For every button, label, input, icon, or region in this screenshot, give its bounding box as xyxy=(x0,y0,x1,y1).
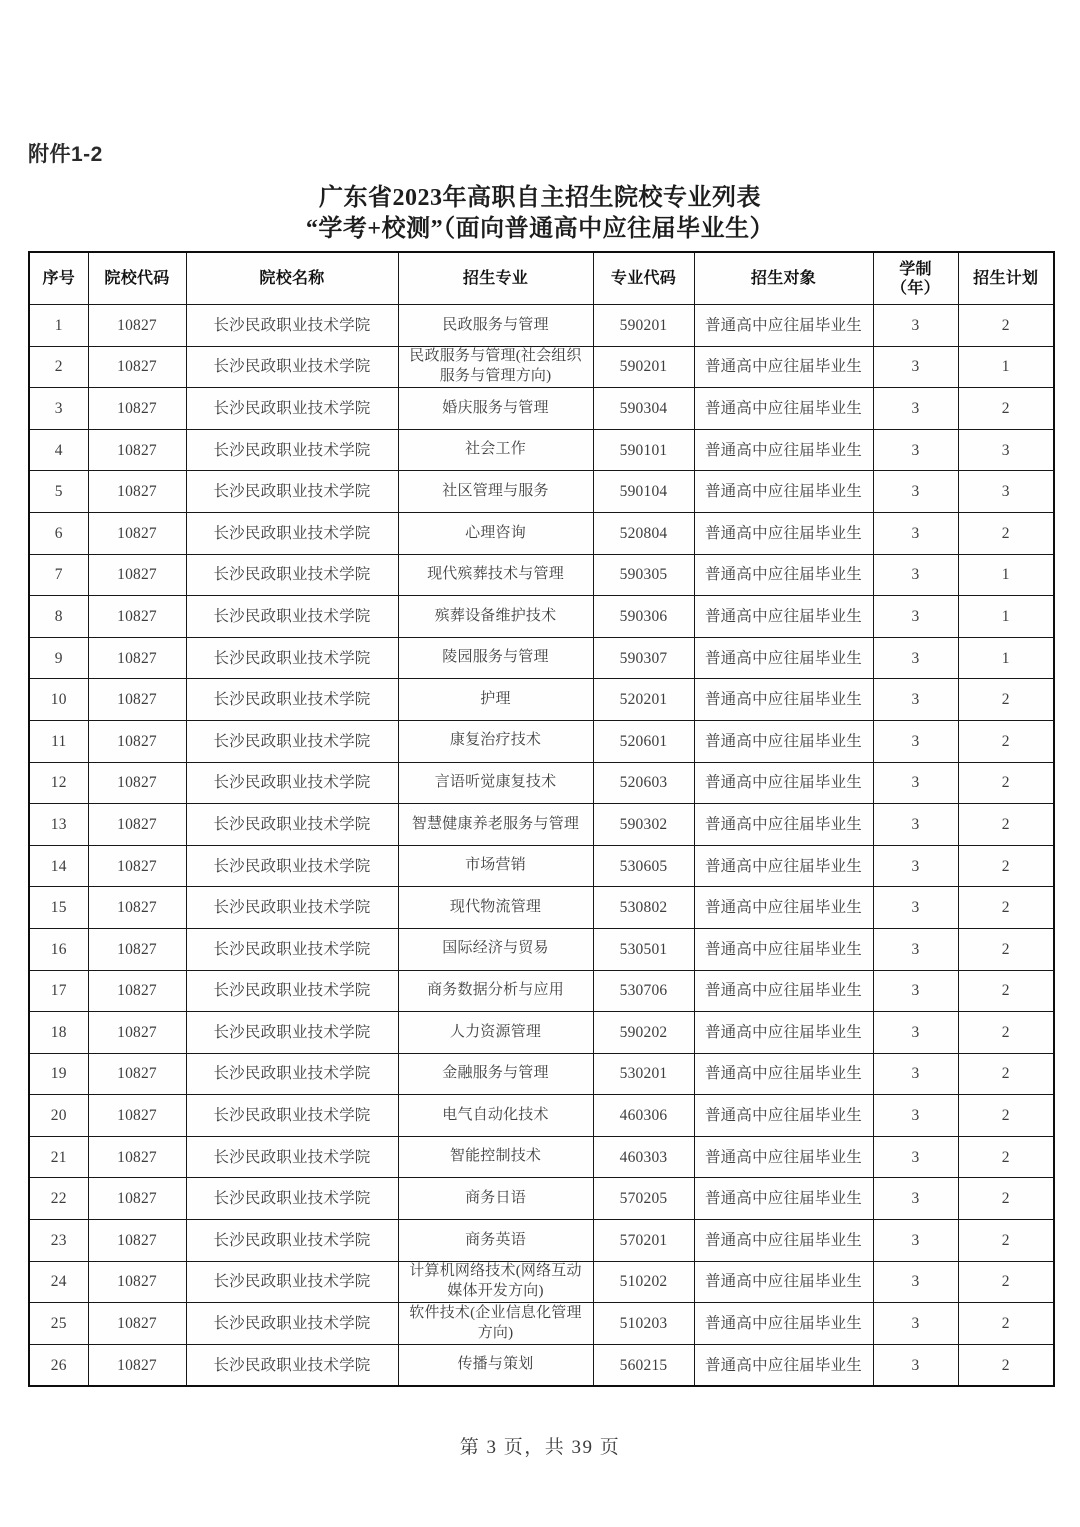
cell-target: 普通高中应往届毕业生 xyxy=(694,887,873,929)
cell-target: 普通高中应往届毕业生 xyxy=(694,1136,873,1178)
cell-plan: 2 xyxy=(958,679,1054,721)
cell-major: 商务英语 xyxy=(398,1220,593,1262)
cell-plan: 2 xyxy=(958,720,1054,762)
cell-years: 3 xyxy=(873,1136,958,1178)
cell-major: 社会工作 xyxy=(398,429,593,471)
cell-school-code: 10827 xyxy=(88,970,186,1012)
cell-no: 5 xyxy=(29,471,88,513)
column-header-target: 招生对象 xyxy=(694,252,873,305)
table-row xyxy=(29,1303,1054,1345)
cell-major-code: 590201 xyxy=(593,346,694,388)
cell-years: 3 xyxy=(873,429,958,471)
cell-school-name: 长沙民政职业技术学院 xyxy=(186,1303,398,1345)
cell-plan: 3 xyxy=(958,429,1054,471)
cell-plan: 2 xyxy=(958,804,1054,846)
cell-school-code: 10827 xyxy=(88,1053,186,1095)
table-row xyxy=(29,1220,1054,1262)
cell-school-code: 10827 xyxy=(88,346,186,388)
cell-years: 3 xyxy=(873,388,958,430)
table-row xyxy=(29,804,1054,846)
cell-school-name: 长沙民政职业技术学院 xyxy=(186,1095,398,1137)
cell-no: 21 xyxy=(29,1136,88,1178)
cell-major-code: 530201 xyxy=(593,1053,694,1095)
cell-plan: 2 xyxy=(958,1220,1054,1262)
cell-major-code: 570201 xyxy=(593,1220,694,1262)
cell-school-name: 长沙民政职业技术学院 xyxy=(186,679,398,721)
table-row xyxy=(29,1344,1054,1386)
cell-years: 3 xyxy=(873,596,958,638)
cell-school-name: 长沙民政职业技术学院 xyxy=(186,887,398,929)
cell-school-code: 10827 xyxy=(88,1220,186,1262)
cell-major: 市场营销 xyxy=(398,845,593,887)
cell-school-code: 10827 xyxy=(88,471,186,513)
table-header xyxy=(29,252,1054,305)
cell-years: 3 xyxy=(873,305,958,347)
cell-target: 普通高中应往届毕业生 xyxy=(694,346,873,388)
cell-no: 24 xyxy=(29,1261,88,1303)
cell-school-code: 10827 xyxy=(88,928,186,970)
cell-school-name: 长沙民政职业技术学院 xyxy=(186,928,398,970)
cell-plan: 2 xyxy=(958,1178,1054,1220)
table-row xyxy=(29,720,1054,762)
cell-plan: 2 xyxy=(958,762,1054,804)
cell-major: 陵园服务与管理 xyxy=(398,637,593,679)
table-row xyxy=(29,679,1054,721)
cell-major: 言语听觉康复技术 xyxy=(398,762,593,804)
cell-target: 普通高中应往届毕业生 xyxy=(694,1012,873,1054)
title-line-primary: 广东省2023年高职自主招生院校专业列表 xyxy=(319,185,761,211)
cell-major-code: 520603 xyxy=(593,762,694,804)
cell-major-code: 530501 xyxy=(593,928,694,970)
cell-no: 20 xyxy=(29,1095,88,1137)
cell-plan: 2 xyxy=(958,928,1054,970)
cell-major-code: 520201 xyxy=(593,679,694,721)
cell-school-code: 10827 xyxy=(88,1303,186,1345)
cell-years: 3 xyxy=(873,512,958,554)
cell-school-name: 长沙民政职业技术学院 xyxy=(186,429,398,471)
column-header-school-name: 院校名称 xyxy=(186,252,398,305)
document-title xyxy=(0,183,1080,245)
cell-years: 3 xyxy=(873,970,958,1012)
cell-target: 普通高中应往届毕业生 xyxy=(694,471,873,513)
cell-target: 普通高中应往届毕业生 xyxy=(694,637,873,679)
cell-major-code: 590304 xyxy=(593,388,694,430)
cell-years: 3 xyxy=(873,845,958,887)
cell-plan: 2 xyxy=(958,388,1054,430)
cell-no: 13 xyxy=(29,804,88,846)
cell-plan: 2 xyxy=(958,845,1054,887)
table-row xyxy=(29,762,1054,804)
title-line-secondary: “学考+校测”（面向普通高中应往届毕业生） xyxy=(305,216,775,242)
cell-major: 殡葬设备维护技术 xyxy=(398,596,593,638)
column-header-years xyxy=(873,252,958,305)
cell-years: 3 xyxy=(873,1344,958,1386)
cell-major-code: 530605 xyxy=(593,845,694,887)
cell-major: 智能控制技术 xyxy=(398,1136,593,1178)
cell-years: 3 xyxy=(873,1095,958,1137)
cell-plan: 2 xyxy=(958,1344,1054,1386)
cell-target: 普通高中应往届毕业生 xyxy=(694,1261,873,1303)
cell-major-code: 510203 xyxy=(593,1303,694,1345)
cell-school-code: 10827 xyxy=(88,720,186,762)
table-row xyxy=(29,554,1054,596)
cell-plan: 2 xyxy=(958,1261,1054,1303)
column-header-major: 招生专业 xyxy=(398,252,593,305)
cell-school-name: 长沙民政职业技术学院 xyxy=(186,596,398,638)
cell-plan: 2 xyxy=(958,512,1054,554)
cell-target: 普通高中应往届毕业生 xyxy=(694,1178,873,1220)
cell-years: 3 xyxy=(873,554,958,596)
cell-target: 普通高中应往届毕业生 xyxy=(694,1095,873,1137)
cell-no: 9 xyxy=(29,637,88,679)
cell-school-name: 长沙民政职业技术学院 xyxy=(186,346,398,388)
cell-plan: 1 xyxy=(958,346,1054,388)
cell-school-code: 10827 xyxy=(88,596,186,638)
cell-no: 22 xyxy=(29,1178,88,1220)
cell-major: 商务数据分析与应用 xyxy=(398,970,593,1012)
cell-school-name: 长沙民政职业技术学院 xyxy=(186,1344,398,1386)
cell-plan: 1 xyxy=(958,554,1054,596)
cell-plan: 2 xyxy=(958,305,1054,347)
cell-major: 社区管理与服务 xyxy=(398,471,593,513)
cell-major: 国际经济与贸易 xyxy=(398,928,593,970)
cell-target: 普通高中应往届毕业生 xyxy=(694,388,873,430)
cell-school-code: 10827 xyxy=(88,1136,186,1178)
cell-school-name: 长沙民政职业技术学院 xyxy=(186,388,398,430)
cell-school-code: 10827 xyxy=(88,1344,186,1386)
cell-no: 23 xyxy=(29,1220,88,1262)
cell-plan: 2 xyxy=(958,1303,1054,1345)
cell-major: 护理 xyxy=(398,679,593,721)
cell-years: 3 xyxy=(873,1053,958,1095)
table-row xyxy=(29,1012,1054,1054)
table-row xyxy=(29,1095,1054,1137)
table-row xyxy=(29,305,1054,347)
cell-school-name: 长沙民政职业技术学院 xyxy=(186,762,398,804)
table-row xyxy=(29,388,1054,430)
cell-no: 10 xyxy=(29,679,88,721)
cell-years: 3 xyxy=(873,720,958,762)
cell-major-code: 590302 xyxy=(593,804,694,846)
cell-target: 普通高中应往届毕业生 xyxy=(694,1220,873,1262)
cell-years: 3 xyxy=(873,1261,958,1303)
cell-years: 3 xyxy=(873,637,958,679)
cell-no: 19 xyxy=(29,1053,88,1095)
cell-no: 18 xyxy=(29,1012,88,1054)
cell-school-code: 10827 xyxy=(88,1261,186,1303)
table-row xyxy=(29,512,1054,554)
cell-major: 婚庆服务与管理 xyxy=(398,388,593,430)
cell-school-name: 长沙民政职业技术学院 xyxy=(186,471,398,513)
table-row xyxy=(29,887,1054,929)
cell-years: 3 xyxy=(873,1220,958,1262)
cell-major: 心理咨询 xyxy=(398,512,593,554)
cell-target: 普通高中应往届毕业生 xyxy=(694,762,873,804)
cell-plan: 1 xyxy=(958,596,1054,638)
cell-school-code: 10827 xyxy=(88,1095,186,1137)
cell-no: 8 xyxy=(29,596,88,638)
cell-major-code: 590101 xyxy=(593,429,694,471)
table-row xyxy=(29,1178,1054,1220)
cell-plan: 2 xyxy=(958,970,1054,1012)
cell-major: 现代物流管理 xyxy=(398,887,593,929)
cell-major: 康复治疗技术 xyxy=(398,720,593,762)
cell-major-code: 590305 xyxy=(593,554,694,596)
cell-major-code: 530706 xyxy=(593,970,694,1012)
table-row xyxy=(29,1261,1054,1303)
cell-major: 计算机网络技术(网络互动媒体开发方向) xyxy=(398,1261,593,1303)
cell-no: 2 xyxy=(29,346,88,388)
cell-major: 传播与策划 xyxy=(398,1344,593,1386)
cell-school-code: 10827 xyxy=(88,762,186,804)
cell-years: 3 xyxy=(873,1178,958,1220)
cell-school-name: 长沙民政职业技术学院 xyxy=(186,1220,398,1262)
cell-school-name: 长沙民政职业技术学院 xyxy=(186,1053,398,1095)
cell-plan: 2 xyxy=(958,1012,1054,1054)
column-header-years-line1: 学制 xyxy=(899,260,932,278)
cell-target: 普通高中应往届毕业生 xyxy=(694,720,873,762)
cell-no: 26 xyxy=(29,1344,88,1386)
column-header-no: 序号 xyxy=(29,252,88,305)
cell-no: 7 xyxy=(29,554,88,596)
table-row xyxy=(29,1136,1054,1178)
cell-school-name: 长沙民政职业技术学院 xyxy=(186,970,398,1012)
table-row xyxy=(29,596,1054,638)
cell-school-code: 10827 xyxy=(88,554,186,596)
cell-target: 普通高中应往届毕业生 xyxy=(694,554,873,596)
cell-target: 普通高中应往届毕业生 xyxy=(694,305,873,347)
column-header-years-line2: （年） xyxy=(891,279,940,297)
table-row xyxy=(29,970,1054,1012)
cell-major-code: 590104 xyxy=(593,471,694,513)
cell-no: 12 xyxy=(29,762,88,804)
cell-major: 民政服务与管理(社会组织服务与管理方向) xyxy=(398,346,593,388)
table-row xyxy=(29,845,1054,887)
cell-school-code: 10827 xyxy=(88,388,186,430)
column-header-major-code: 专业代码 xyxy=(593,252,694,305)
cell-major-code: 460303 xyxy=(593,1136,694,1178)
cell-target: 普通高中应往届毕业生 xyxy=(694,1053,873,1095)
table-row xyxy=(29,346,1054,388)
cell-major: 人力资源管理 xyxy=(398,1012,593,1054)
cell-school-name: 长沙民政职业技术学院 xyxy=(186,1136,398,1178)
cell-target: 普通高中应往届毕业生 xyxy=(694,1303,873,1345)
cell-major-code: 520804 xyxy=(593,512,694,554)
table-row xyxy=(29,1053,1054,1095)
cell-major-code: 590307 xyxy=(593,637,694,679)
cell-years: 3 xyxy=(873,1303,958,1345)
cell-target: 普通高中应往届毕业生 xyxy=(694,596,873,638)
cell-no: 17 xyxy=(29,970,88,1012)
cell-years: 3 xyxy=(873,887,958,929)
cell-major: 商务日语 xyxy=(398,1178,593,1220)
cell-years: 3 xyxy=(873,762,958,804)
cell-major: 软件技术(企业信息化管理方向) xyxy=(398,1303,593,1345)
cell-school-code: 10827 xyxy=(88,637,186,679)
cell-school-name: 长沙民政职业技术学院 xyxy=(186,1012,398,1054)
cell-target: 普通高中应往届毕业生 xyxy=(694,429,873,471)
cell-no: 4 xyxy=(29,429,88,471)
table-body xyxy=(29,305,1054,1387)
cell-school-name: 长沙民政职业技术学院 xyxy=(186,804,398,846)
column-header-school-code: 院校代码 xyxy=(88,252,186,305)
cell-plan: 1 xyxy=(958,637,1054,679)
cell-school-name: 长沙民政职业技术学院 xyxy=(186,1261,398,1303)
cell-major: 现代殡葬技术与管理 xyxy=(398,554,593,596)
cell-school-code: 10827 xyxy=(88,887,186,929)
attachment-label: 附件1-2 xyxy=(28,143,103,166)
cell-school-code: 10827 xyxy=(88,845,186,887)
cell-major-code: 570205 xyxy=(593,1178,694,1220)
cell-school-name: 长沙民政职业技术学院 xyxy=(186,305,398,347)
cell-major: 民政服务与管理 xyxy=(398,305,593,347)
cell-major-code: 590306 xyxy=(593,596,694,638)
cell-school-code: 10827 xyxy=(88,305,186,347)
cell-major-code: 530802 xyxy=(593,887,694,929)
table-row xyxy=(29,429,1054,471)
cell-years: 3 xyxy=(873,346,958,388)
table-row xyxy=(29,471,1054,513)
admissions-table xyxy=(28,251,1055,1387)
cell-years: 3 xyxy=(873,928,958,970)
cell-major-code: 460306 xyxy=(593,1095,694,1137)
cell-target: 普通高中应往届毕业生 xyxy=(694,845,873,887)
cell-years: 3 xyxy=(873,679,958,721)
cell-target: 普通高中应往届毕业生 xyxy=(694,512,873,554)
cell-no: 14 xyxy=(29,845,88,887)
column-header-plan: 招生计划 xyxy=(958,252,1054,305)
cell-major-code: 590202 xyxy=(593,1012,694,1054)
cell-school-name: 长沙民政职业技术学院 xyxy=(186,512,398,554)
cell-school-code: 10827 xyxy=(88,429,186,471)
cell-school-code: 10827 xyxy=(88,512,186,554)
cell-years: 3 xyxy=(873,804,958,846)
cell-target: 普通高中应往届毕业生 xyxy=(694,804,873,846)
cell-plan: 2 xyxy=(958,1095,1054,1137)
cell-school-name: 长沙民政职业技术学院 xyxy=(186,1178,398,1220)
cell-years: 3 xyxy=(873,1012,958,1054)
cell-major-code: 510202 xyxy=(593,1261,694,1303)
cell-school-name: 长沙民政职业技术学院 xyxy=(186,554,398,596)
cell-major-code: 560215 xyxy=(593,1344,694,1386)
cell-school-code: 10827 xyxy=(88,1012,186,1054)
cell-no: 15 xyxy=(29,887,88,929)
cell-major: 电气自动化技术 xyxy=(398,1095,593,1137)
listing-table-container xyxy=(28,251,1053,1387)
cell-target: 普通高中应往届毕业生 xyxy=(694,679,873,721)
cell-school-code: 10827 xyxy=(88,1178,186,1220)
cell-no: 1 xyxy=(29,305,88,347)
cell-plan: 2 xyxy=(958,1053,1054,1095)
table-header-row xyxy=(29,252,1054,305)
cell-no: 3 xyxy=(29,388,88,430)
cell-school-code: 10827 xyxy=(88,679,186,721)
cell-no: 6 xyxy=(29,512,88,554)
cell-years: 3 xyxy=(873,471,958,513)
cell-school-name: 长沙民政职业技术学院 xyxy=(186,637,398,679)
table-row xyxy=(29,637,1054,679)
cell-major: 金融服务与管理 xyxy=(398,1053,593,1095)
cell-school-name: 长沙民政职业技术学院 xyxy=(186,845,398,887)
cell-major-code: 520601 xyxy=(593,720,694,762)
cell-plan: 2 xyxy=(958,887,1054,929)
cell-plan: 2 xyxy=(958,1136,1054,1178)
cell-plan: 3 xyxy=(958,471,1054,513)
cell-target: 普通高中应往届毕业生 xyxy=(694,928,873,970)
cell-major: 智慧健康养老服务与管理 xyxy=(398,804,593,846)
cell-school-code: 10827 xyxy=(88,804,186,846)
cell-major-code: 590201 xyxy=(593,305,694,347)
cell-target: 普通高中应往届毕业生 xyxy=(694,1344,873,1386)
cell-no: 16 xyxy=(29,928,88,970)
table-row xyxy=(29,928,1054,970)
cell-no: 11 xyxy=(29,720,88,762)
page-footer: 第 3 页，共 39 页 xyxy=(459,1437,621,1458)
cell-no: 25 xyxy=(29,1303,88,1345)
cell-target: 普通高中应往届毕业生 xyxy=(694,970,873,1012)
cell-school-name: 长沙民政职业技术学院 xyxy=(186,720,398,762)
